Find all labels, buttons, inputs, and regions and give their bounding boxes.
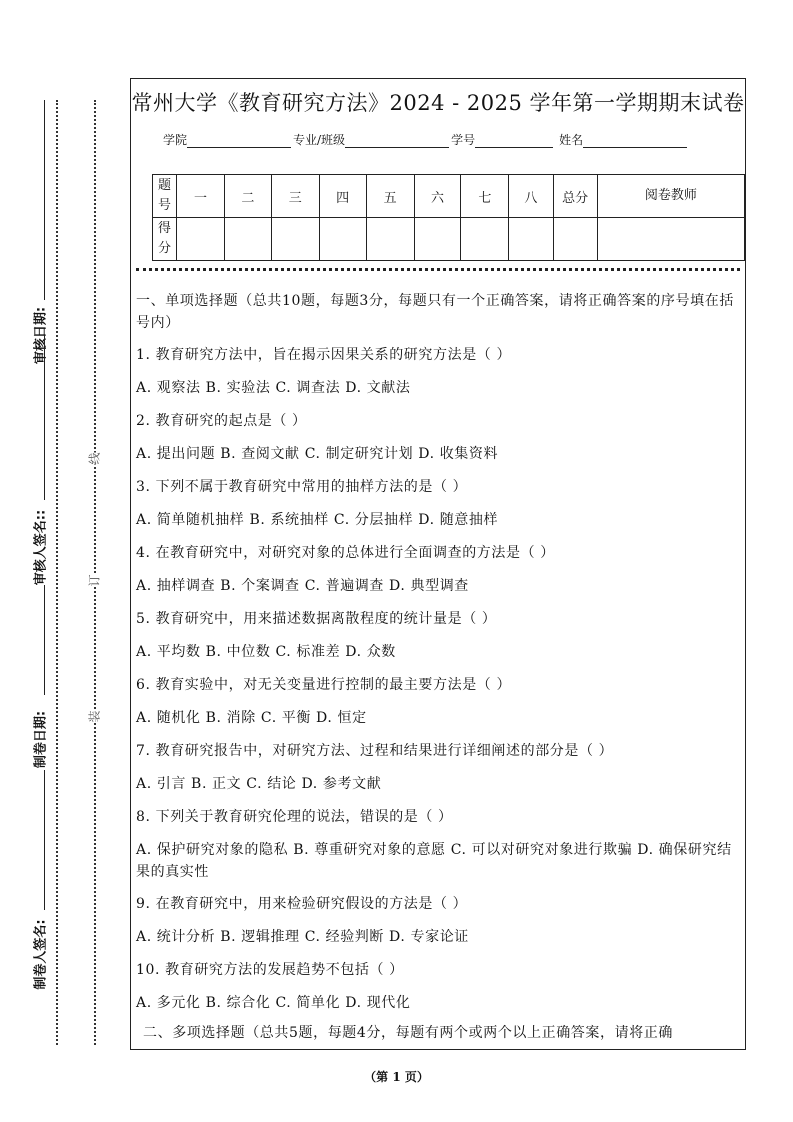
student-info-row <box>163 131 689 148</box>
table-header-cell: 四 <box>319 175 366 218</box>
answer-options: A. 抽样调查 B. 个案调查 C. 普遍调查 D. 典型调查 <box>136 578 469 594</box>
section1-heading: 一、单项选择题（总共10题，每题3分，每题只有一个正确答案，请将正确答案的序号填在括号内） <box>136 293 734 331</box>
answer-options: A. 提出问题 B. 查阅文献 C. 制定研究计划 D. 收集资料 <box>136 446 499 462</box>
compile-date-label: 制卷日期: <box>33 710 49 769</box>
section2-heading: 二、多项选择题（总共5题，每题4分，每题有两个或两个以上正确答案，请将正确 <box>143 1025 674 1041</box>
table-header-cell: 五 <box>366 175 414 218</box>
major-class-field[interactable] <box>345 133 449 148</box>
score-table <box>152 174 745 261</box>
table-header-cell: 六 <box>414 175 461 218</box>
answer-options: A. 观察法 B. 实验法 C. 调查法 D. 文献法 <box>136 380 411 396</box>
score-cell[interactable] <box>366 218 414 261</box>
answer-options: A. 随机化 B. 消除 C. 平衡 D. 恒定 <box>136 710 367 726</box>
question-text: 1. 教育研究方法中，旨在揭示因果关系的研究方法是（ ） <box>136 347 512 363</box>
question-text: 5. 教育研究中，用来描述数据离散程度的统计量是（ ） <box>136 611 497 627</box>
question-text: 4. 在教育研究中，对研究对象的总体进行全面调查的方法是（ ） <box>136 545 555 561</box>
table-header-cell: 八 <box>509 175 553 218</box>
score-cell[interactable] <box>414 218 461 261</box>
separator-dotted-line <box>136 268 740 271</box>
answer-options: A. 引言 B. 正文 C. 结论 D. 参考文献 <box>136 776 382 792</box>
answer-options: A. 保护研究对象的隐私 B. 尊重研究对象的意愿 C. 可以对研究对象进行欺骗 D. 确保研究结果的真实性 <box>136 842 732 880</box>
review-date-label: 审核日期: <box>33 306 49 365</box>
answer-options: A. 统计分析 B. 逻辑推理 C. 经验判断 D. 专家论证 <box>136 929 469 945</box>
score-cell[interactable] <box>319 218 366 261</box>
table-header-cell: 七 <box>461 175 509 218</box>
answer-options: A. 平均数 B. 中位数 C. 标准差 D. 众数 <box>136 644 396 660</box>
table-row <box>153 218 745 261</box>
binding-mark-zhuang: 装 <box>87 710 102 723</box>
signature-line <box>44 770 45 910</box>
major-class-label: 专业/班级 <box>293 133 346 147</box>
exam-title: 常州大学《教育研究方法》2024 - 2025 学年第一学期期末试卷 <box>131 91 745 115</box>
college-field[interactable] <box>187 133 291 148</box>
signature-line <box>44 585 45 695</box>
question-text: 3. 下列不属于教育研究中常用的抽样方法的是（ ） <box>136 479 468 495</box>
score-cell[interactable] <box>224 218 271 261</box>
answer-options: A. 多元化 B. 综合化 C. 简单化 D. 现代化 <box>136 995 411 1011</box>
score-cell[interactable] <box>177 218 225 261</box>
signature-line <box>44 335 45 500</box>
score-row-label: 得分 <box>153 218 177 261</box>
compiler-signature-label: 制卷人签名: <box>33 919 49 990</box>
name-label: 姓名 <box>559 133 584 147</box>
margin-dotted-line <box>56 100 58 1045</box>
score-cell[interactable] <box>271 218 319 261</box>
question-text: 8. 下列关于教育研究伦理的说法，错误的是（ ） <box>136 809 453 825</box>
score-cell[interactable] <box>597 218 744 261</box>
signature-line <box>44 100 45 300</box>
table-header-cell: 一 <box>177 175 225 218</box>
binding-mark-xian: 线 <box>87 452 102 465</box>
score-cell[interactable] <box>553 218 597 261</box>
table-row <box>153 175 745 218</box>
question-text: 9. 在教育研究中，用来检验研究假设的方法是（ ） <box>136 896 468 912</box>
table-header-cell: 三 <box>271 175 319 218</box>
score-cell[interactable] <box>461 218 509 261</box>
student-id-label: 学号 <box>451 133 476 147</box>
question-text: 2. 教育研究的起点是（ ） <box>136 413 307 429</box>
reviewer-signature-label: 审核人签名:: <box>33 509 49 586</box>
page-number: （第 1 页） <box>364 1070 429 1084</box>
exam-content-box <box>130 78 746 1050</box>
student-id-field[interactable] <box>475 133 553 148</box>
score-cell[interactable] <box>509 218 553 261</box>
binding-dotted-line <box>94 100 96 1045</box>
binding-mark-ding: 订 <box>87 574 102 587</box>
table-header-cell: 题号 <box>153 175 177 218</box>
table-header-cell: 总分 <box>553 175 597 218</box>
table-header-cell: 二 <box>224 175 271 218</box>
college-label: 学院 <box>163 133 188 147</box>
question-text: 10. 教育研究方法的发展趋势不包括（ ） <box>136 962 404 978</box>
question-text: 6. 教育实验中，对无关变量进行控制的最主要方法是（ ） <box>136 677 512 693</box>
name-field[interactable] <box>583 133 687 148</box>
table-header-cell: 阅卷教师 <box>597 175 744 218</box>
answer-options: A. 简单随机抽样 B. 系统抽样 C. 分层抽样 D. 随意抽样 <box>136 512 499 528</box>
question-text: 7. 教育研究报告中，对研究方法、过程和结果进行详细阐述的部分是（ ） <box>136 743 614 759</box>
